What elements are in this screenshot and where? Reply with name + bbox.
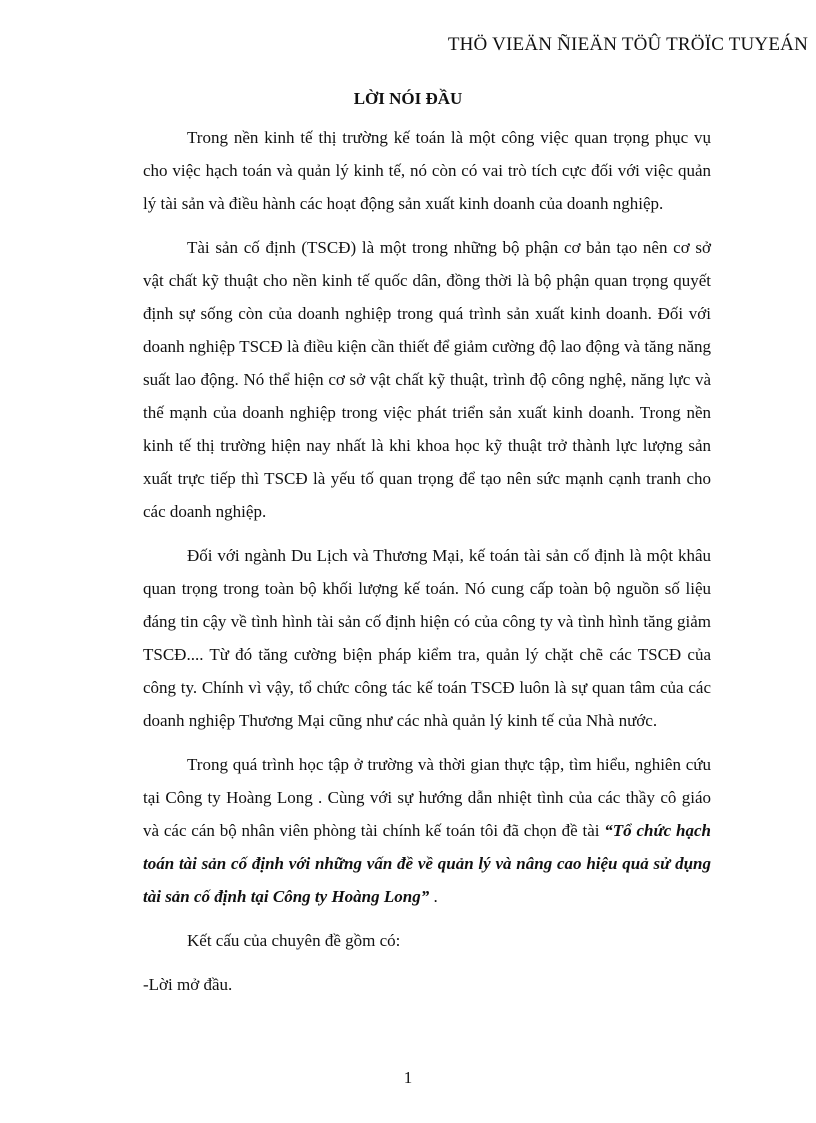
topic-lead-text: Trong quá trình học tập ở trường và thời gian thực tập, tìm hiểu, nghiên cứu tại Công ty Hoàng Long . Cùng với sự hướng dẫn nhiệt tình của các thầy cô giáo và các cán bộ nhân viên phòng tài chính kế toán tôi đã chọn đề tài bbox=[143, 755, 711, 840]
paragraph-topic bbox=[143, 748, 711, 913]
structure-list-item: -Lời mở đầu. bbox=[143, 975, 233, 994]
topic-tail-text: . bbox=[429, 887, 438, 906]
topic-title: “Tổ chức hạch toán tài sản cố định với những vấn đề về quản lý và nâng cao hiệu quả sử dụng tài sản cố định tại Công ty Hoàng Long” bbox=[143, 821, 711, 906]
paragraph-fixed-assets: Tài sản cố định (TSCĐ) là một trong những bộ phận cơ bản tạo nên cơ sở vật chất kỹ thuật cho nền kinh tế quốc dân, đồng thời là bộ phận quan trọng quyết định sự sống còn của doanh nghiệp trong quá trình sản xuất kinh doanh. Đối với doanh nghiệp TSCĐ là điều kiện cần thiết để giảm cường độ lao động và tăng năng suất lao động. Nó thể hiện cơ sở vật chất kỹ thuật, trình độ công nghệ, năng lực và thế mạnh của doanh nghiệp trong việc phát triển sản xuất kinh doanh. Trong nền kinh tế thị trường hiện nay nhất là khi khoa học kỹ thuật trở thành lực lượng sản xuất trực tiếp thì TSCĐ là yếu tố quan trọng để tạo nên sức mạnh cạnh tranh cho các doanh nghiệp. bbox=[143, 238, 711, 521]
page-number: 1 bbox=[403, 1068, 413, 1087]
document-body bbox=[143, 121, 711, 1012]
page-title: LỜI NÓI ĐẦU bbox=[353, 89, 463, 108]
paragraph-tourism-trade: Đối với ngành Du Lịch và Thương Mại, kế toán tài sản cố định là một khâu quan trọng trong toàn bộ khối lượng kế toán. Nó cung cấp toàn bộ nguồn số liệu đáng tin cậy về tình hình tài sản cố định hiện có của công ty và tình hình tăng giảm TSCĐ.... Từ đó tăng cường biện pháp kiểm tra, quản lý chặt chẽ các TSCĐ của công ty. Chính vì vậy, tổ chức công tác kế toán TSCĐ luôn là sự quan tâm của các doanh nghiệp Thương Mại cũng như các nhà quản lý kinh tế của Nhà nước. bbox=[143, 546, 711, 730]
structure-intro: Kết cấu của chuyên đề gồm có: bbox=[187, 931, 401, 950]
library-header: THÖ VIEÄN ÑIEÄN TÖÛ TRÖÏC TUYEÁN bbox=[447, 34, 808, 55]
paragraph-intro-economy: Trong nền kinh tế thị trường kế toán là một công việc quan trọng phục vụ cho việc hạch toán và quản lý kinh tế, nó còn có vai trò tích cực đối với việc quản lý tài sản và điều hành các hoạt động sản xuất kinh doanh của doanh nghiệp. bbox=[143, 128, 711, 213]
